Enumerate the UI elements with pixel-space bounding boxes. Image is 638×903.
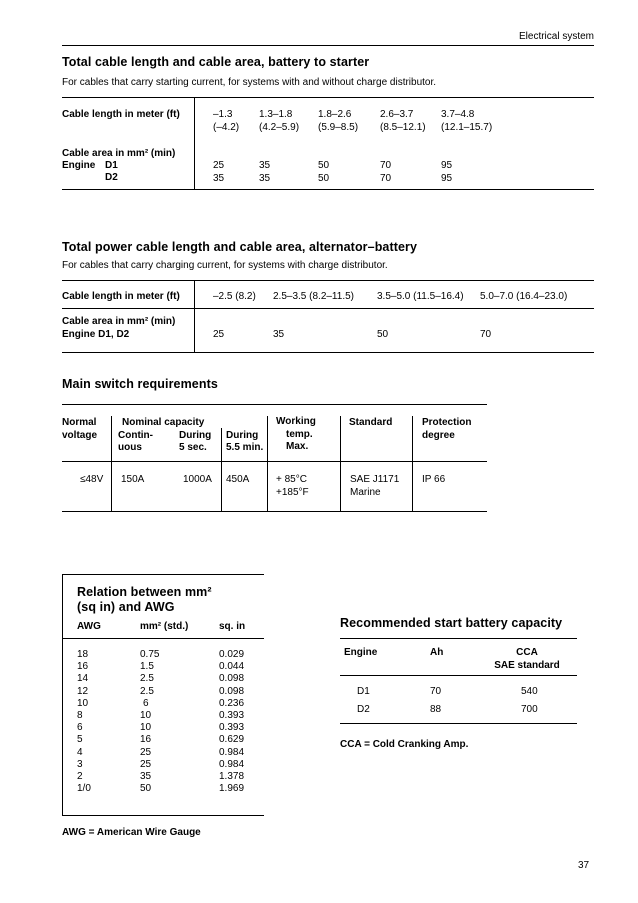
s3-voltage-value: ≤48V bbox=[80, 474, 104, 485]
awg-cell: 8 bbox=[77, 710, 83, 722]
battery-footnote: CCA = Cold Cranking Amp. bbox=[340, 739, 469, 750]
awg-footnote: AWG = American Wire Gauge bbox=[62, 827, 201, 838]
awg-cell: 0.984 bbox=[219, 746, 245, 758]
battery-row-cca: 700 bbox=[521, 704, 538, 715]
section3-bottom-rule bbox=[62, 511, 487, 512]
s1-value: 35 35 bbox=[259, 160, 271, 184]
battery-header-engine: Engine bbox=[344, 647, 378, 658]
awg-cell: 6 bbox=[143, 697, 149, 709]
s3-protection-value: IP 66 bbox=[422, 474, 446, 485]
awg-cell: 1/0 bbox=[77, 783, 91, 795]
awg-cell: 35 bbox=[140, 771, 152, 783]
s3-standard-value: SAE J1171 Marine bbox=[350, 474, 400, 498]
s3-temp-value: + 85°C +185°F bbox=[276, 474, 309, 498]
s1-engine-label: Engine bbox=[62, 160, 96, 171]
header-rule bbox=[62, 45, 594, 46]
awg-cell: 0.044 bbox=[219, 661, 245, 673]
battery-title: Recommended start battery capacity bbox=[340, 616, 563, 630]
s1-length-3: 1.8–2.6 (5.9–8.5) bbox=[318, 109, 359, 133]
awg-column-awg bbox=[77, 649, 91, 795]
awg-cell: 5 bbox=[77, 734, 83, 746]
s2-value: 70 bbox=[480, 329, 492, 340]
s3-continuous-value: 150A bbox=[121, 474, 145, 485]
battery-top-rule bbox=[340, 638, 577, 639]
s3-normal-voltage-header: Normal voltage bbox=[62, 417, 98, 441]
section1-top-rule bbox=[62, 97, 594, 98]
awg-cell: 1.378 bbox=[219, 771, 245, 783]
page-number: 37 bbox=[578, 860, 590, 871]
section2-bottom-rule bbox=[62, 352, 594, 353]
awg-cell: 14 bbox=[77, 673, 89, 685]
section1-divider bbox=[194, 97, 195, 189]
awg-cell: 0.393 bbox=[219, 722, 245, 734]
awg-cell: 0.629 bbox=[219, 734, 245, 746]
s2-length: –2.5 (8.2) bbox=[213, 291, 256, 302]
battery-row-ah: 70 bbox=[430, 686, 442, 697]
running-header: Electrical system bbox=[518, 31, 594, 42]
s3-vline bbox=[340, 416, 341, 511]
awg-cell: 18 bbox=[77, 649, 89, 660]
awg-left-rule bbox=[62, 574, 63, 815]
section2-title: Total power cable length and cable area, alternator–battery bbox=[62, 240, 418, 254]
s1-engine-d2: D2 bbox=[105, 172, 118, 183]
awg-col-header-sqin: sq. in bbox=[219, 621, 246, 632]
s1-value: 70 70 bbox=[380, 160, 392, 184]
awg-cell: 25 bbox=[140, 758, 152, 770]
awg-cell: 3 bbox=[77, 758, 83, 770]
awg-cell: 16 bbox=[140, 734, 152, 746]
section1-bottom-rule bbox=[62, 189, 594, 190]
awg-top-rule bbox=[62, 574, 264, 575]
s3-working-temp-header: Working temp. Max. bbox=[276, 416, 316, 452]
s1-length-label: Cable length in meter (ft) bbox=[62, 109, 180, 120]
awg-cell: 12 bbox=[77, 685, 89, 697]
s3-vline bbox=[111, 416, 112, 511]
awg-cell: 10 bbox=[140, 710, 152, 722]
awg-column-mm2 bbox=[140, 649, 159, 795]
awg-cell: 0.236 bbox=[219, 697, 245, 709]
s2-engine-label: Engine D1, D2 bbox=[62, 329, 130, 340]
battery-row-engine: D2 bbox=[357, 704, 370, 715]
section3-mid-rule bbox=[62, 461, 487, 462]
awg-cell: 0.75 bbox=[140, 649, 160, 660]
awg-cell: 25 bbox=[140, 746, 152, 758]
awg-cell: 2.5 bbox=[140, 673, 154, 685]
awg-cell: 4 bbox=[77, 746, 83, 758]
section2-mid-rule bbox=[62, 308, 594, 309]
s2-length: 3.5–5.0 (11.5–16.4) bbox=[377, 291, 464, 302]
s2-value: 35 bbox=[273, 329, 285, 340]
awg-cell: 0.098 bbox=[219, 673, 245, 685]
s1-length-4: 2.6–3.7 (8.5–12.1) bbox=[380, 109, 426, 133]
awg-cell: 50 bbox=[140, 783, 152, 795]
battery-header-cca: CCA SAE standard bbox=[494, 647, 560, 671]
awg-cell: 1.5 bbox=[140, 661, 154, 673]
s3-protection-header: Protection degree bbox=[422, 417, 472, 441]
awg-cell: 10 bbox=[140, 722, 152, 734]
s3-during55-value: 450A bbox=[226, 474, 250, 485]
battery-row-ah: 88 bbox=[430, 704, 442, 715]
awg-cell: 0.029 bbox=[219, 649, 245, 660]
battery-row-cca: 540 bbox=[521, 686, 538, 697]
s3-during55-header: During 5.5 min. bbox=[226, 430, 264, 453]
s3-nominal-capacity-header: Nominal capacity bbox=[122, 417, 205, 428]
awg-col-header-awg: AWG bbox=[77, 621, 101, 632]
s1-value: 95 95 bbox=[441, 160, 453, 184]
battery-header-rule bbox=[340, 675, 577, 676]
s3-vline bbox=[412, 416, 413, 511]
awg-cell: 10 bbox=[77, 697, 89, 709]
battery-header-ah: Ah bbox=[430, 647, 444, 658]
awg-cell: 0.098 bbox=[219, 685, 245, 697]
awg-cell: 0.984 bbox=[219, 758, 245, 770]
s3-during5-value: 1000A bbox=[183, 474, 212, 485]
awg-cell: 2 bbox=[77, 771, 83, 783]
s3-during5-header: During 5 sec. bbox=[179, 430, 212, 453]
section2-top-rule bbox=[62, 280, 594, 281]
section1-subtitle: For cables that carry starting current, for systems with and without charge distributor. bbox=[62, 77, 437, 88]
awg-cell: 1.969 bbox=[219, 783, 245, 795]
s1-length-1: –1.3 (–4.2) bbox=[213, 109, 240, 133]
s3-vline bbox=[267, 416, 268, 511]
awg-col-header-mm2: mm² (std.) bbox=[140, 621, 189, 632]
s2-value: 50 bbox=[377, 329, 389, 340]
s1-value: 50 50 bbox=[318, 160, 330, 184]
section2-subtitle: For cables that carry charging current, for systems with charge distributor. bbox=[62, 260, 388, 271]
section3-title: Main switch requirements bbox=[62, 377, 218, 391]
s1-length-5: 3.7–4.8 (12.1–15.7) bbox=[441, 109, 493, 133]
awg-cell: 0.393 bbox=[219, 710, 245, 722]
awg-title: Relation between mm² (sq in) and AWG bbox=[77, 585, 212, 614]
awg-cell: 16 bbox=[77, 661, 89, 673]
s2-value: 25 bbox=[213, 329, 225, 340]
s3-continuous-header: Contin- uous bbox=[118, 430, 153, 453]
awg-column-sqin bbox=[219, 649, 244, 795]
section3-top-rule bbox=[62, 404, 487, 405]
awg-header-rule bbox=[62, 638, 264, 639]
s2-length-label: Cable length in meter (ft) bbox=[62, 291, 180, 302]
section2-divider bbox=[194, 280, 195, 352]
s1-length-2: 1.3–1.8 (4.2–5.9) bbox=[259, 109, 300, 133]
battery-row-engine: D1 bbox=[357, 686, 370, 697]
s3-standard-header: Standard bbox=[349, 417, 393, 428]
s3-vline bbox=[221, 428, 222, 511]
s1-area-label: Cable area in mm² (min) bbox=[62, 148, 176, 159]
s2-length: 2.5–3.5 (8.2–11.5) bbox=[273, 291, 354, 302]
section1-title: Total cable length and cable area, battery to starter bbox=[62, 55, 370, 69]
s1-value: 25 35 bbox=[213, 160, 225, 184]
awg-cell: 2.5 bbox=[140, 685, 154, 697]
awg-bottom-rule bbox=[62, 815, 264, 816]
s1-engine-d1: D1 bbox=[105, 160, 118, 171]
s2-length: 5.0–7.0 (16.4–23.0) bbox=[480, 291, 568, 302]
awg-cell: 6 bbox=[77, 722, 83, 734]
battery-bottom-rule bbox=[340, 723, 577, 724]
s2-area-label: Cable area in mm² (min) bbox=[62, 316, 176, 327]
